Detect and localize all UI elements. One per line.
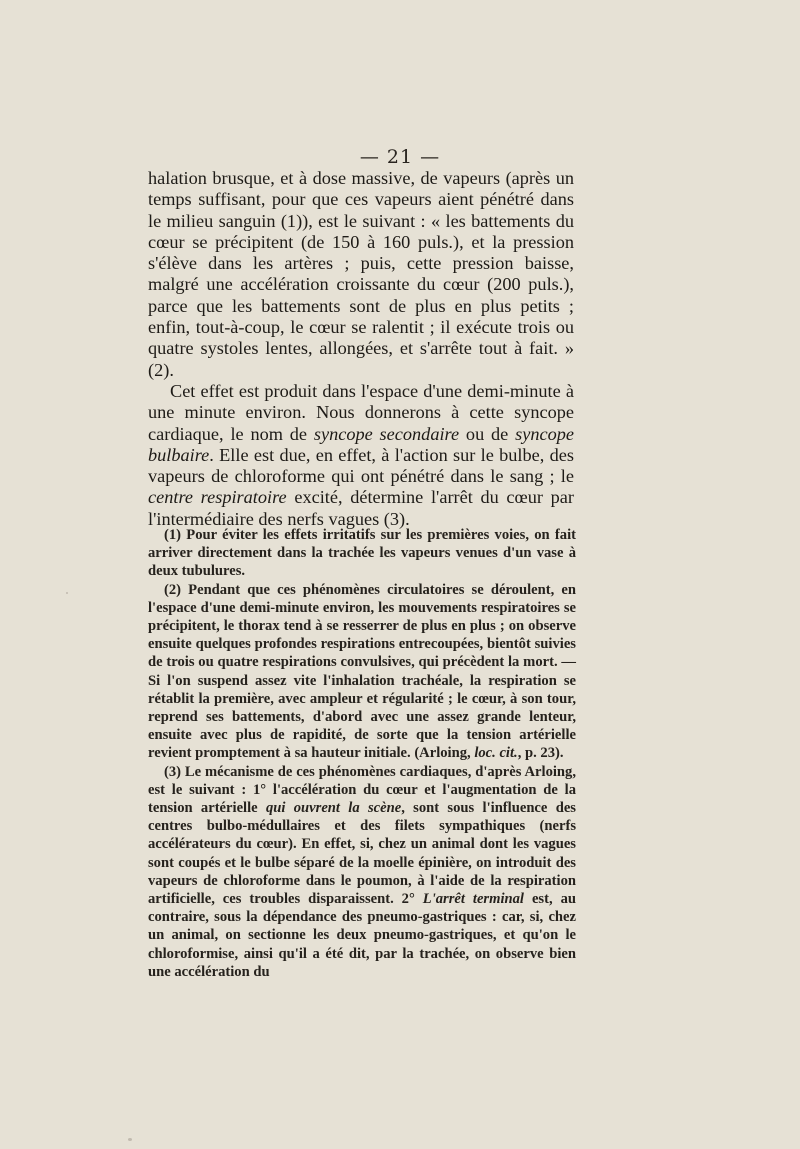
body-text	[148, 168, 574, 530]
paper-speck	[128, 1138, 132, 1141]
footnotes	[148, 526, 576, 981]
page-number: — 21 —	[359, 146, 441, 168]
paragraph: halation brusque, et à dose massive, de vapeurs (après un temps suffisant, pour que ces vapeurs aient pénétré dans le milieu sanguin (1)), est le suivant : « les battements du cœur se précipitent (de 150 à 160 puls.), et la pression s'élève dans les artères ; puis, cette pression baisse, malgré une accélération croissante du cœur (200 puls.), parce que les battements sont de plus en plus petits ; enfin, tout-à-coup, le cœur se ralentit ; il exécute trois ou quatre systoles lentes, allongées, et s'arrête tout à fait. » (2).	[148, 168, 574, 380]
paragraph: Cet effet est produit dans l'espace d'une demi-minute à une minute environ. Nous donnerons à cette syncope cardiaque, le nom de syncope secondaire ou de syncope bulbaire. Elle est due, en effet, à l'action sur le bulbe, des vapeurs de chloroforme qui ont pénétré dans le sang ; le centre respiratoire excité, détermine l'arrêt du cœur par l'intermédiaire des nerfs vagues (3).	[148, 380, 575, 529]
footnote-1: (1) Pour éviter les effets irritatifs sur les premières voies, on fait arriver directement dans la trachée les vapeurs venues d'un vase à deux tubulures.	[148, 527, 576, 580]
paper-speck	[66, 592, 68, 594]
footnote-3: (3) Le mécanisme de ces phénomènes cardiaques, d'après Arloing, est le suivant : 1° l'accélération du cœur et l'augmentation de la tension artérielle qui ouvrent la scène, sont sous l'influence des centres bulbo-médullaires et des filets sympathiques (nerfs accélérateurs du cœur). En effet, si, chez un animal dont les vagues sont coupés et le bulbe séparé de la moelle épinière, on introduit des vapeurs de chloroforme dans le poumon, à l'aide de la respiration artificielle, ces troubles disparaissent. 2° L'arrêt terminal est, au contraire, sous la dépendance des pneumo-gastriques : car, si, chez un animal, on sectionne les deux pneumo-gastriques, et qu'on le chloroformise, ainsi qu'il a été dit, par la trachée, on observe bien une accélération du	[148, 763, 576, 980]
footnote-2: (2) Pendant que ces phénomènes circulatoires se déroulent, en l'espace d'une demi-minute environ, les mouvements respiratoires se précipitent, le thorax tend à se resserrer de plus en plus ; on observe ensuite quelques profondes respirations entrecoupées, bientôt suivies de trois ou quatre respirations convulsives, qui précèdent la mort. — Si l'on suspend assez vite l'inhalation trachéale, la respiration se rétablit la première, avec ampleur et régularité ; le cœur, à son tour, reprend ses battements, d'abord avec une assez grande lenteur, ensuite avec plus de rapidité, de sorte que la tension artérielle revient promptement à sa hauteur initiale. (Arloing, loc. cit., p. 23).	[148, 581, 576, 762]
